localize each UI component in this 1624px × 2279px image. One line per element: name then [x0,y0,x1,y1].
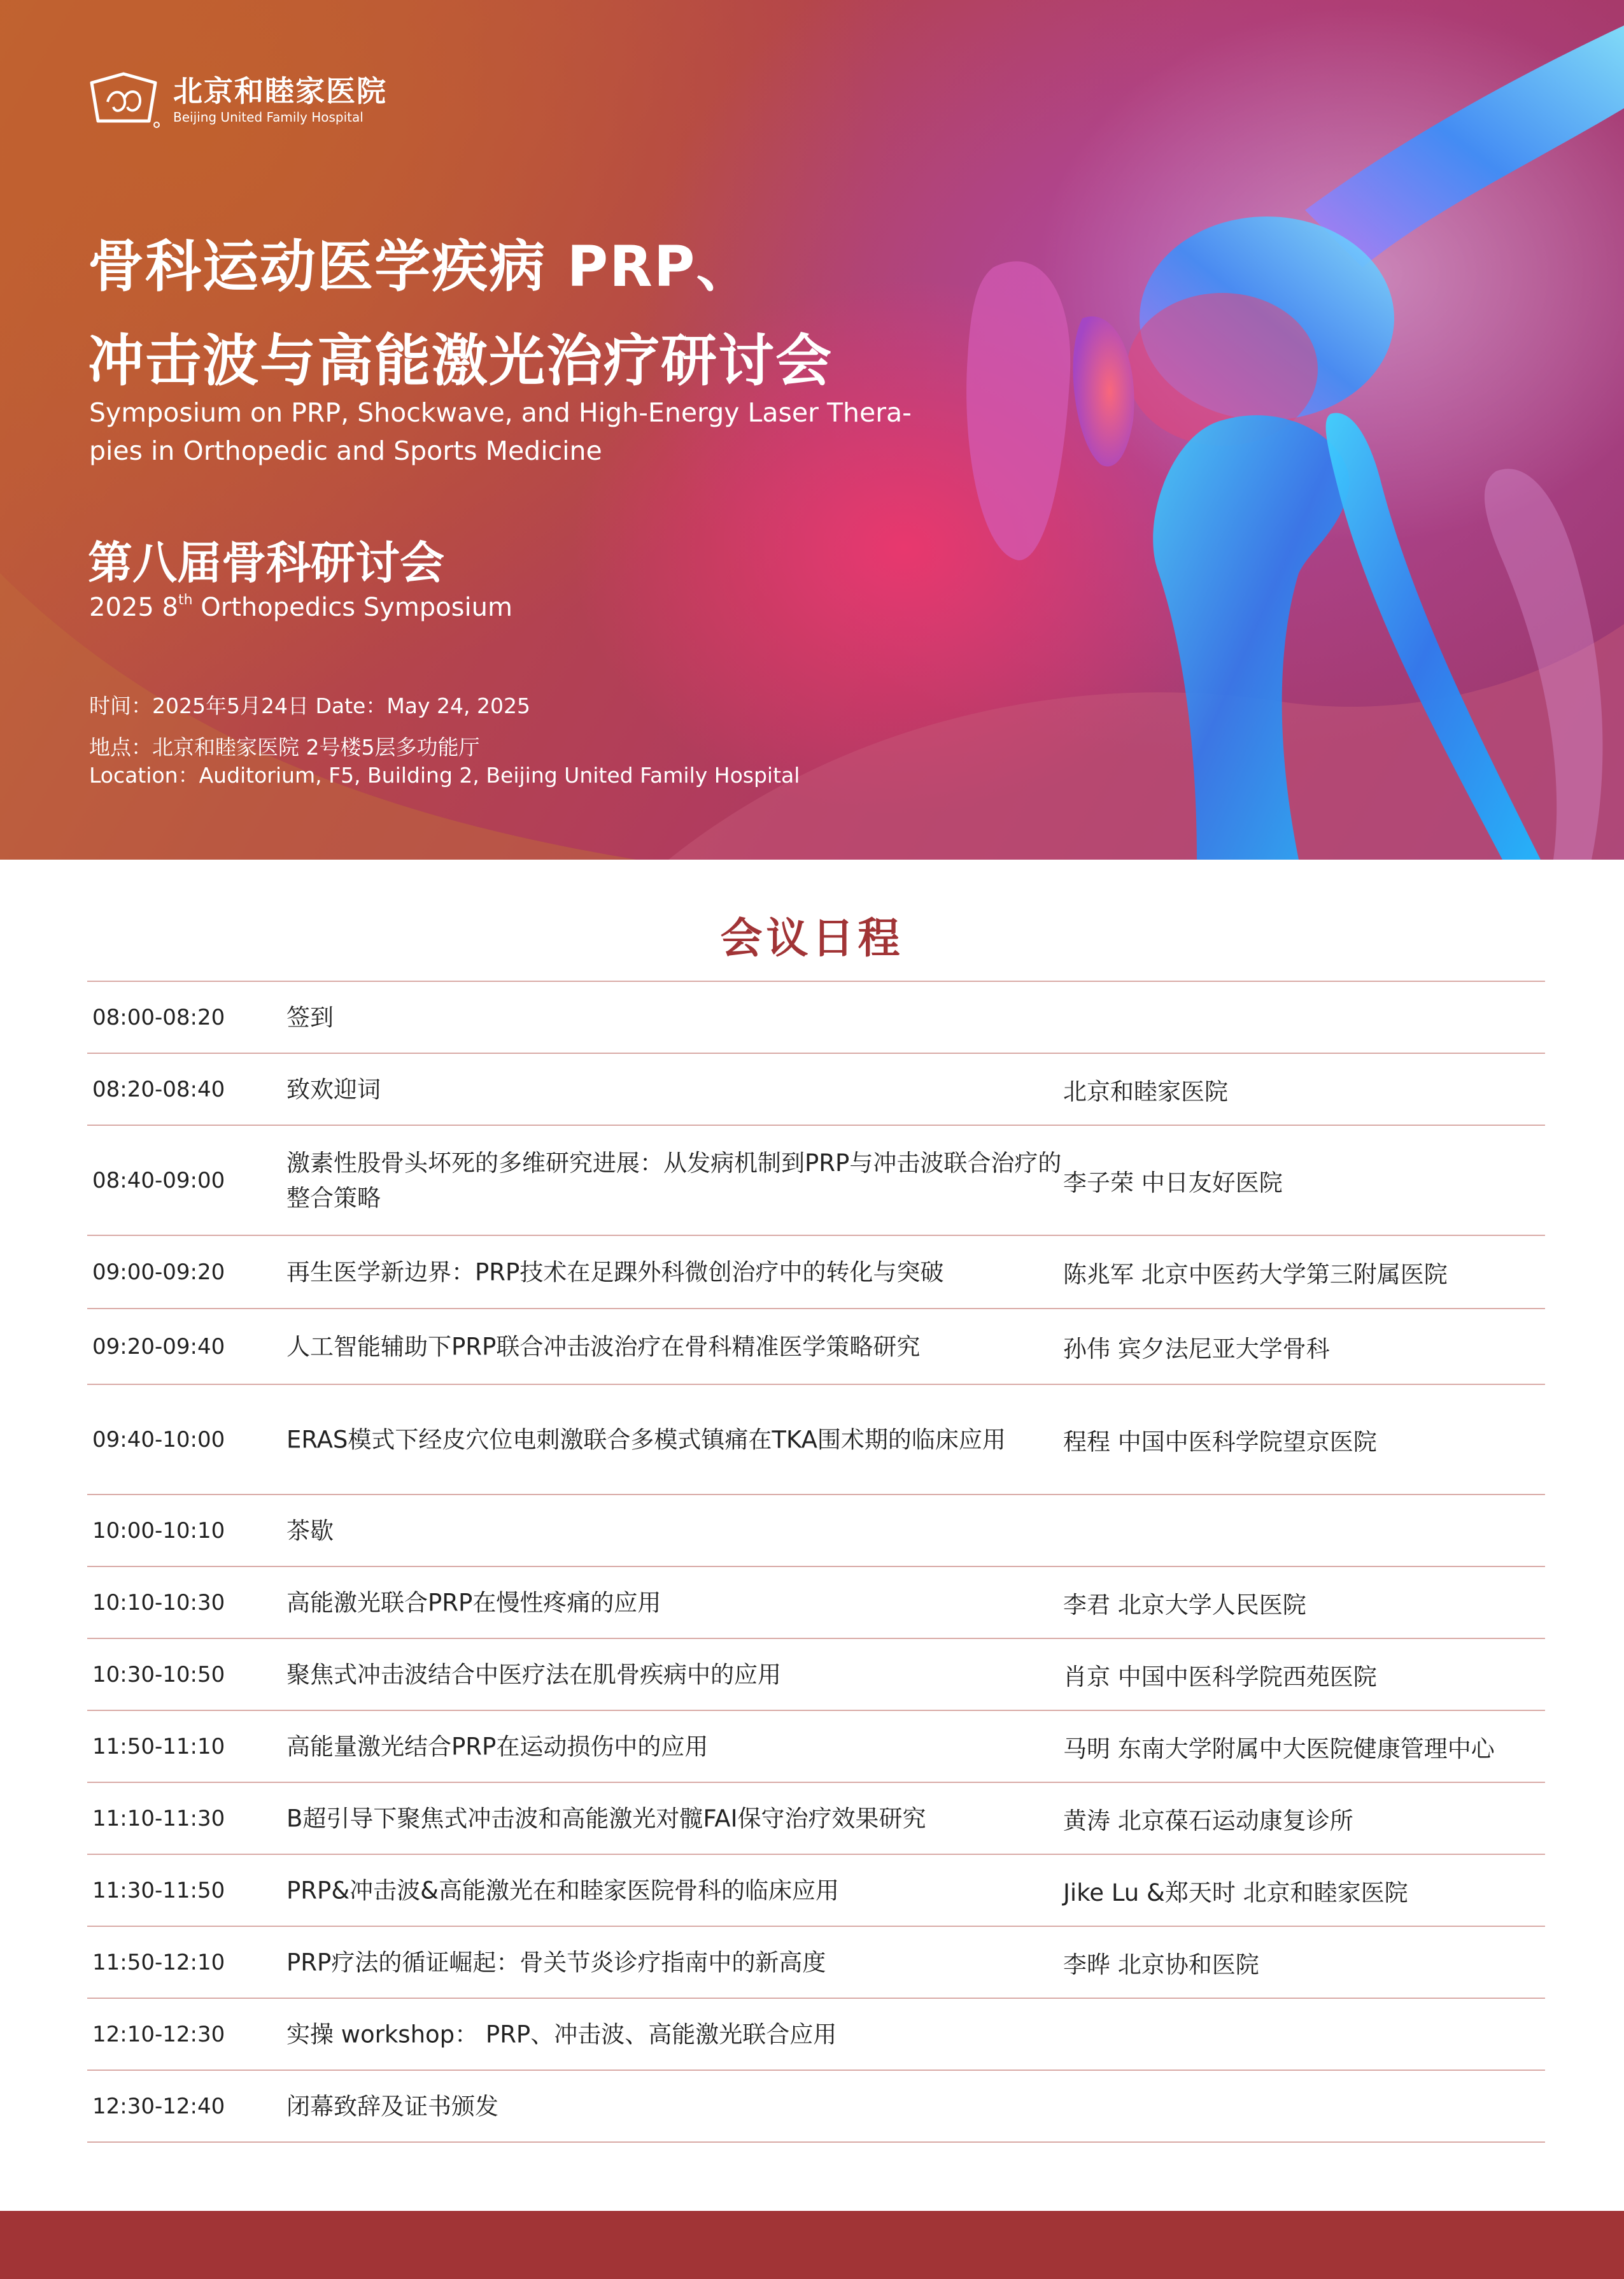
hero-banner [0,0,1624,860]
agenda-row [87,1054,1545,1126]
row-time: 12:30-12:40 [92,2093,225,2119]
row-time: 10:10-10:30 [92,1589,225,1615]
event-location-cn: 地点：北京和睦家医院 2号楼5层多功能厅 [89,735,480,760]
row-speaker: Jike Lu &郑天时 北京和睦家医院 [1063,1878,1408,1906]
row-topic: PRP&冲击波&高能激光在和睦家医院骨科的临床应用 [286,1877,840,1904]
row-speaker: 北京和睦家医院 [1063,1077,1228,1105]
agenda-row [87,1783,1545,1855]
row-speaker: 陈兆军 北京中医药大学第三附属医院 [1063,1260,1448,1288]
row-topic: 聚焦式冲击波结合中医疗法在肌骨疾病中的应用 [286,1661,781,1688]
row-speaker: 黄涛 北京葆石运动康复诊所 [1063,1807,1353,1835]
row-time: 12:10-12:30 [92,2021,225,2047]
row-time: 09:20-09:40 [92,1333,225,1360]
agenda-row [87,982,1545,1054]
row-speaker: 李子荣 中日友好医院 [1063,1168,1283,1196]
row-speaker: 程程 中国中医科学院望京医院 [1063,1428,1377,1456]
row-topic: 激素性股骨头坏死的多维研究进展：从发病机制到PRP与冲击波联合治疗的整合策略 [286,1149,1062,1212]
agenda-row [87,1385,1545,1495]
agenda-row [87,1639,1545,1711]
title-line-2: 冲击波与高能激光治疗研讨会 [88,328,833,394]
edition-ordinal-suffix: th [178,592,193,608]
logo-chinese-name: 北京和睦家医院 [173,74,387,108]
row-time: 08:40-09:00 [92,1167,225,1193]
event-date: 时间：2025年5月24日 Date：May 24, 2025 [89,693,530,718]
row-speaker: 孙伟 宾夕法尼亚大学骨科 [1063,1335,1330,1363]
symposium-title [88,220,833,408]
row-topic: 闭幕致辞及证书颁发 [286,2092,498,2120]
agenda-row [87,1126,1545,1236]
agenda-heading: 会议日程 [720,914,904,963]
row-topic: 高能量激光结合PRP在运动损伤中的应用 [286,1733,709,1760]
hospital-logo [85,70,387,129]
row-topic: 高能激光联合PRP在慢性疼痛的应用 [286,1589,661,1616]
row-topic: ERAS模式下经皮穴位电刺激联合多模式镇痛在TKA围术期的临床应用 [286,1426,1006,1453]
row-topic: 实操 workshop： PRP、冲击波、高能激光联合应用 [286,2020,837,2048]
edition-year: 2025 8 [89,593,178,622]
row-speaker: 马明 东南大学附属中大医院健康管理中心 [1063,1735,1495,1763]
footer-bar [0,2211,1624,2279]
agenda-row [87,2071,1545,2143]
agenda-row [87,1711,1545,1783]
row-topic: B超引导下聚焦式冲击波和高能激光对髋FAI保守治疗效果研究 [286,1805,926,1832]
row-time: 10:30-10:50 [92,1661,225,1687]
row-time: 08:20-08:40 [92,1076,225,1102]
agenda-row [87,1236,1545,1309]
symposium-subtitle-en: Symposium on PRP, Shockwave, and High-Energy Laser Thera-pies in Orthopedic and Sports Medicine [89,397,912,466]
edition-name: Orthopedics Symposium [192,593,512,622]
agenda-row [87,1927,1545,1999]
agenda-row [87,1309,1545,1385]
agenda-row [87,1855,1545,1927]
row-time: 10:00-10:10 [92,1517,225,1544]
row-time: 11:50-12:10 [92,1949,225,1975]
row-time: 09:00-09:20 [92,1259,225,1285]
edition-title: 第八届骨科研讨会 [88,537,444,589]
row-time: 11:50-11:10 [92,1733,225,1759]
edition-subtitle [89,592,512,622]
agenda-row [87,1567,1545,1639]
family-logo-icon [85,70,162,129]
row-topic: 人工智能辅助下PRP联合冲击波治疗在骨科精准医学策略研究 [286,1333,921,1360]
agenda-table [87,981,1545,2143]
row-topic: PRP疗法的循证崛起：骨关节炎诊疗指南中的新高度 [286,1949,826,1976]
row-time: 08:00-08:20 [92,1004,225,1030]
row-speaker: 肖京 中国中医科学院西苑医院 [1063,1663,1377,1691]
row-speaker: 李晔 北京协和医院 [1063,1950,1259,1978]
event-location-en: Location：Auditorium, F5, Building 2, Beijing United Family Hospital [89,763,800,788]
agenda-row [87,1495,1545,1567]
row-topic: 再生医学新边界：PRP技术在足踝外科微创治疗中的转化与突破 [286,1258,944,1286]
title-line-1: 骨科运动医学疾病 PRP、 [88,234,754,299]
row-time: 11:10-11:30 [92,1805,225,1831]
row-topic: 签到 [286,1004,334,1031]
row-speaker: 李君 北京大学人民医院 [1063,1591,1306,1619]
logo-english-name: Beijing United Family Hospital [173,110,364,125]
row-time: 11:30-11:50 [92,1877,225,1903]
agenda-row [87,1999,1545,2071]
row-topic: 茶歇 [286,1517,334,1544]
row-time: 09:40-10:00 [92,1426,225,1452]
row-topic: 致欢迎词 [286,1076,381,1103]
